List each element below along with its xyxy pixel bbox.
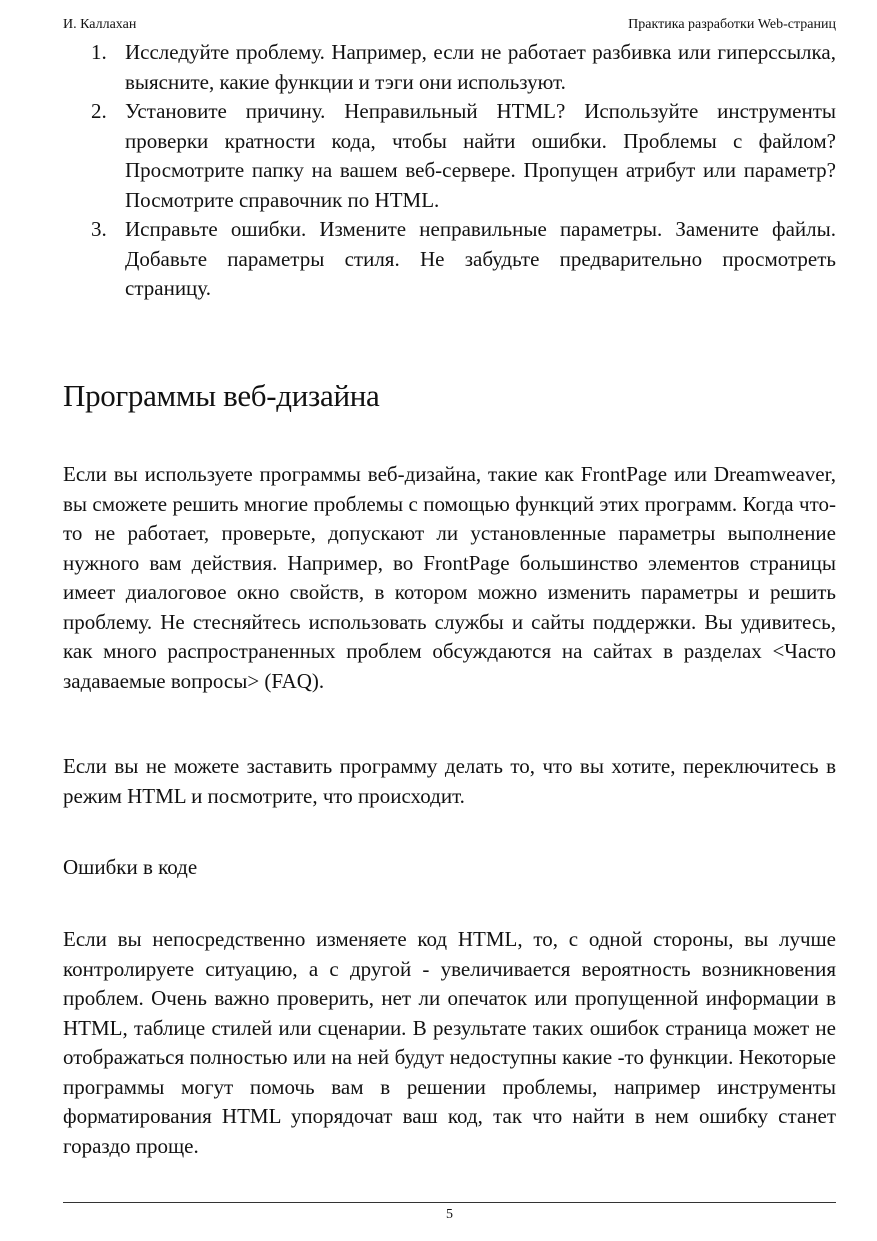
list-item bbox=[63, 38, 836, 97]
list-item bbox=[63, 215, 836, 304]
list-item-number: 3. bbox=[91, 217, 107, 241]
section-paragraph-2: Если вы не можете заставить программу делать то, что вы хотите, переключитесь в режим HTML и посмотрите, что происходит. bbox=[63, 754, 836, 808]
header-book-title: Практика разработки Web-страниц bbox=[628, 17, 836, 32]
document-page bbox=[63, 0, 836, 1241]
list-item-text: Исправьте ошибки. Измените неправильные параметры. Замените файлы. Добавьте параметры стиля. Не забудьте предварительно просмотреть страницу. bbox=[125, 217, 836, 300]
list-item-number: 2. bbox=[91, 99, 107, 123]
section-paragraph-1: Если вы используете программы веб-дизайна, такие как FrontPage или Dreamweaver, вы сможете решить многие проблемы с помощью функций этих программ. Когда что-то не работает, проверьте, допускают ли установленные параметры выполнение нужного вам действия. Например, во FrontPage большинство элементов страницы имеет диалоговое окно свойств, в котором можно изменить параметры и решить проблему. Не стесняйтесь использовать службы и сайты поддержки. Вы удивитесь, как много распространенных проблем обсуждаются на сайтах в разделах <Часто задаваемые вопросы> (FAQ). bbox=[63, 462, 836, 693]
subsection-heading: Ошибки в коде bbox=[63, 855, 198, 879]
list-item-text: Установите причину. Неправильный HTML? Используйте инструменты проверки кратности кода, чтобы найти ошибки. Проблемы с файлом? Просмотрите папку на вашем веб-сервере. Пропущен атрибут или параметр? Посмотрите справочник по HTML. bbox=[125, 99, 836, 212]
subsection-paragraph: Если вы непосредственно изменяете код HTML, то, с одной стороны, вы лучше контролируете ситуацию, а с другой - увеличивается вероятность возникновения проблем. Очень важно проверить, нет ли опечаток или пропущенной информации в HTML, таблице стилей или сценарии. В результате таких ошибок страница может не отображаться полностью или на ней будут недоступны какие -то функции. Некоторые программы могут помочь вам в решении проблемы, например инструменты форматирования HTML упорядочат ваш код, так что найти в нем ошибку станет гораздо проще. bbox=[63, 927, 836, 1158]
steps-list bbox=[63, 38, 836, 304]
header-author: И. Каллахан bbox=[63, 17, 137, 32]
section-heading: Программы веб-дизайна bbox=[63, 378, 380, 413]
list-item bbox=[63, 97, 836, 215]
list-item-text: Исследуйте проблему. Например, если не работает разбивка или гиперссылка, выясните, какие функции и тэги они используют. bbox=[125, 40, 836, 94]
footer-divider bbox=[63, 1202, 836, 1203]
list-item-number: 1. bbox=[91, 40, 107, 64]
running-header bbox=[63, 15, 836, 35]
page-number: 5 bbox=[446, 1207, 453, 1222]
